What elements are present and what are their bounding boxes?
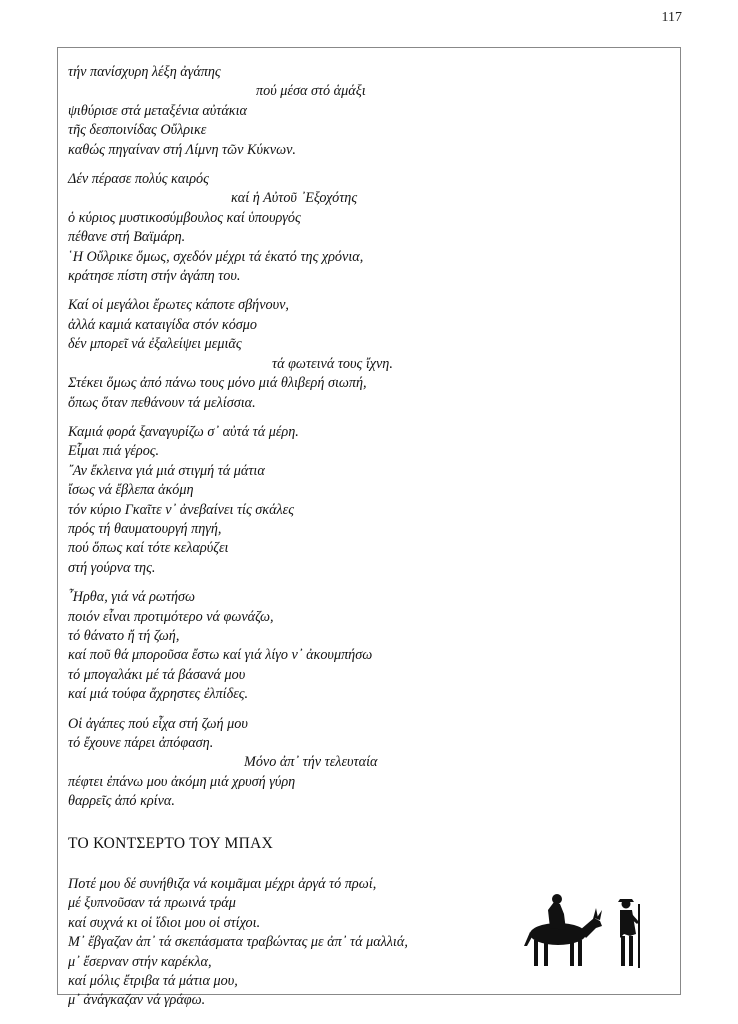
poem-line: καί μόλις ἔτριβα τά μάτια μου, xyxy=(68,973,238,990)
poem-line: τό μπογαλάκι μέ τά βάσανά μου xyxy=(68,666,246,683)
poem-line: κράτησε πίστη στήν ἀγάπη του. xyxy=(68,268,241,285)
poem-line: ῏Ηρθα, γιά νά ρωτήσω xyxy=(68,589,196,606)
poem-line: καί ποῦ θά μποροῦσα ἔστω καί γιά λίγο ν᾽ ἀκουμπήσω xyxy=(68,647,373,664)
poem-line: ποιόν εἶναι προτιμότερο νά φωνάζω, xyxy=(68,608,274,625)
poem-line: Εἶμαι πιά γέρος. xyxy=(68,443,160,460)
page-content xyxy=(68,63,668,1011)
poem-line: Καί οἱ μεγάλοι ἔρωτες κάποτε σβήνουν, xyxy=(68,297,289,314)
poem-line: Μόνο ἀπ᾽ τήν τελευταία xyxy=(244,754,378,771)
poem-line: πέθανε στή Βαϊμάρη. xyxy=(68,229,186,246)
stanza xyxy=(68,63,668,160)
poem-line: τό ἔχουνε πάρει ἀπόφαση. xyxy=(68,735,214,751)
poem-line: πρός τή θαυματουργή πηγή, xyxy=(68,520,222,537)
poem-line: Δέν πέρασε πολύς καιρός xyxy=(68,171,209,188)
poem-line: ὅπως ὅταν πεθάνουν τά μελίσσια. xyxy=(68,394,256,411)
poem-line: μέ ξυπνοῦσαν τά πρωινά τράμ xyxy=(68,895,236,912)
poem-line: Στέκει ὅμως ἀπό πάνω τους μόνο μιά θλιβερή σιωπή, xyxy=(68,375,367,392)
poem-line: καί ἡ Αὐτοῦ ᾽Εξοχότης xyxy=(231,190,358,207)
stanza xyxy=(68,423,668,578)
page-number: 117 xyxy=(661,10,682,25)
poem-line: Ποτέ μου δέ συνήθιζα νά κοιμᾶμαι μέχρι ἀργά τό πρωί, xyxy=(68,876,377,893)
poem-line: πού ὅπως καί τότε κελαρύζει xyxy=(68,540,229,557)
stanza xyxy=(68,170,668,286)
poem-line: καί μιά τούφα ἄχρηστες ἐλπίδες. xyxy=(68,686,249,703)
stanza xyxy=(68,715,668,812)
poem-line: τήν πανίσχυρη λέξη ἀγάπης xyxy=(68,64,221,80)
poem-line: ῎Αν ἔκλεινα γιά μιά στιγμή τά μάτια xyxy=(68,462,265,479)
poem-line: Μ᾽ ἔβγαζαν ἀπ᾽ τά σκεπάσματα τραβώντας με ἀπ᾽ τά μαλλιά, xyxy=(68,934,408,951)
poem-line: τῆς δεσποινίδας Οὔλρικε xyxy=(68,122,207,139)
poem-line: πού μέσα στό ἁμάξι xyxy=(256,83,366,100)
poem-line: δέν μπορεῖ νά ἐξαλείψει μεμιᾶς xyxy=(68,336,242,353)
stanza xyxy=(68,588,668,704)
poem xyxy=(68,63,668,812)
donkey-rider-and-walker-silhouette-icon xyxy=(520,888,650,978)
poem-line: Οἱ ἀγάπες πού εἶχα στή ζωή μου xyxy=(68,715,248,732)
poem-line: ψιθύρισε στά μεταξένια αὐτάκια xyxy=(68,102,248,119)
poem-line: ῾Η Οὔλρικε ὅμως, σχεδόν μέχρι τά ἑκατό της χρόνια, xyxy=(68,248,364,265)
poem-line: Καμιά φορά ξαναγυρίζω σ᾽ αὐτά τά μέρη. xyxy=(68,423,299,440)
poem-line: πέφτει ἐπάνω μου ἀκόμη μιά χρυσή γύρη xyxy=(68,773,296,790)
poem-line: ἀλλά καμιά καταιγίδα στόν κόσμο xyxy=(68,316,258,333)
poem-line: μ᾽ ἀνάγκαζαν νά γράφω. xyxy=(68,992,206,1009)
poem-line: καί συχνά κι οἱ ἴδιοι μου οἱ στίχοι. xyxy=(68,914,261,931)
poem-line: τό θάνατο ἤ τή ζωή, xyxy=(68,627,180,644)
poem-line: τά φωτεινά τους ἴχνη. xyxy=(272,355,393,372)
poem-line: ἴσως νά ἔβλεπα ἀκόμη xyxy=(68,482,194,499)
poem-line: καθώς πηγαίναν στή Λίμνη τῶν Κύκνων. xyxy=(68,141,296,158)
poem-line: ὁ κύριος μυστικοσύμβουλος καί ὑπουργός xyxy=(68,209,301,226)
poem-line: στή γούρνα της. xyxy=(68,559,156,576)
stanza xyxy=(68,296,668,412)
poem-line: τόν κύριο Γκαῖτε ν᾽ ἀνεβαίνει τίς σκάλες xyxy=(68,501,295,518)
poem-line: μ᾽ ἔσερναν στήν καρέκλα, xyxy=(68,953,212,970)
poem-line: θαρρεῖς ἀπό κρίνα. xyxy=(68,793,175,810)
section-title: ΤΟ ΚΟΝΤΣΕΡΤΟ ΤΟΥ ΜΠΑΧ xyxy=(68,834,274,852)
